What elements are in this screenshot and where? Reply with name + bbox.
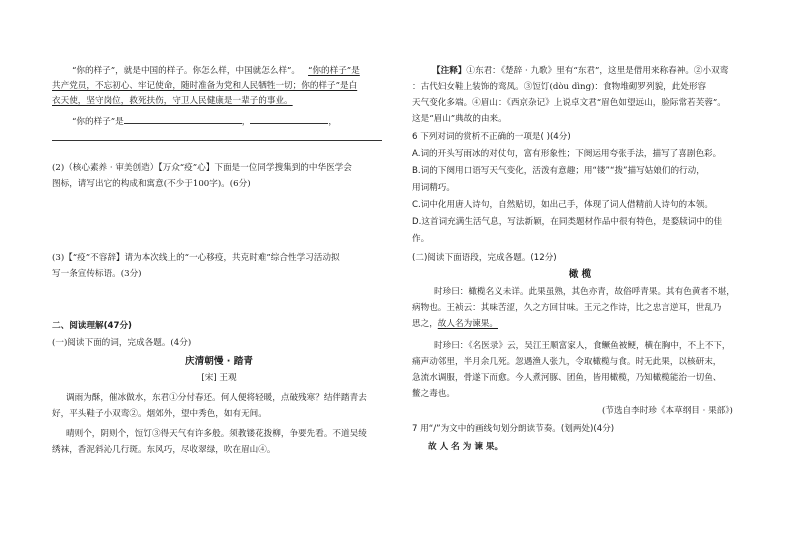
- essay-title: 橄 榄: [568, 269, 592, 280]
- essay-line: 时珍曰：《名医录》云，吴江王顺富家人，食鳜鱼被鲠，横在胸中，不上不下，: [434, 341, 731, 351]
- note-line-3: 天气变化多端。④眉山：《西京杂记》上说卓文君“眉色如望远山，脸际常若芙蓉”。: [412, 98, 726, 108]
- option-b-cont[interactable]: 用词精巧。: [412, 183, 455, 193]
- note-line-2: ：古代妇女鞋上装饰的鸾凤。③饾饤(dòu dìng)：食物堆砌罗列貌，此处形容: [412, 82, 707, 92]
- essay-line: 痛声动邻里，半月余几死。忽遇渔人张九，令取橄榄与食。时无此果，以核研末，: [412, 357, 722, 367]
- poem-line: 调雨为酥，催冰做水，东君①分付春还。何人便将轻暖，点破残寒？结伴踏青去: [66, 393, 367, 403]
- passage-line-4: “你的样子”是 ， ，: [72, 114, 337, 129]
- question-2-line-1: (2)（核心素养 · 审美创造）【万众“疫”心】下面是一位同学搜集到的中华医学会: [52, 163, 352, 173]
- passage-text: “你的样子”，就是中国的样子。你怎么样，中国就怎么样”。: [72, 66, 301, 76]
- passage-text: “你的样子”是: [72, 117, 124, 127]
- answer-blank[interactable]: [250, 114, 328, 124]
- option-b[interactable]: B.词的下阕用口语写天气变化，活泼有意趣；用“镂”“拨”描写姑娘们的行动，: [412, 166, 705, 176]
- poem-author: [宋] 王观: [201, 373, 237, 383]
- essay-line: 鳖之毒也。: [412, 389, 455, 399]
- essay-source: (节选自李时珍《本草纲目 · 果部》): [602, 406, 733, 416]
- note-label: 【注释】: [432, 66, 467, 76]
- underlined-sentence: 故人名为谏果。: [437, 319, 498, 329]
- question-3-line-1: (3)【“疫”不容辞】请为本次线上的“一心移疫，共克时难”综合性学习活动拟: [52, 253, 340, 263]
- essay-text: 思之，: [412, 319, 438, 329]
- question-7-sentence[interactable]: 故 人 名 为 谏 果。: [428, 442, 504, 452]
- section-heading: 二、阅读理解(47分): [52, 321, 132, 331]
- option-a[interactable]: A.词的开头写雨冰的对仗句，富有形象性；下阕运用夸张手法，描写了喜剧色彩。: [412, 149, 722, 159]
- note-line-4: 这是“眉山”典故的由来。: [412, 114, 507, 124]
- essay-line: 时珍曰：橄榄名义未详。此果虽熟，其色亦青，故俗呼青果。其有色黄者不堪，: [434, 287, 735, 297]
- poem-line: 晴则个，阴则个，饾饤③得天气有许多般。须教镂花拨柳，争要先看。不道吴绫: [66, 429, 367, 439]
- option-c[interactable]: C.词中化用唐人诗句，自然贴切，如出己手，体现了词人借精前人诗句的本领。: [412, 200, 713, 210]
- passage-line-1: [72, 65, 360, 78]
- answer-line[interactable]: [52, 131, 382, 146]
- poem-title: 庆清朝慢 · 踏青: [185, 356, 253, 367]
- poem-line: 绣袜，香泥斜沁几行斑。东风巧，尽收翠绿，吹在眉山④。: [52, 445, 276, 455]
- note-line-1: [432, 65, 728, 78]
- essay-line: [412, 318, 498, 331]
- sub-section-heading: (一)阅读下面的词，完成各题。(4分): [52, 338, 192, 348]
- passage-line-3: 衣天使，坚守岗位，救死扶伤，守卫人民健康是一辈子的事业。: [52, 96, 293, 106]
- question-2-line-2: 图标，请写出它的构成和寓意(不少于100字)。(6分): [52, 179, 251, 189]
- answer-blank[interactable]: [124, 114, 242, 124]
- question-6: 6 下列对词的赏析不正确的一项是( )(4分): [412, 132, 571, 142]
- option-d[interactable]: D.这首词充满生活气息，写法新颖，在同类题材作品中很有特色，是婺牍词中的佳: [412, 217, 723, 227]
- poem-line: 好，平头鞋子小双鸾②。烟郊外，望中秀色，如有无间。: [52, 409, 267, 419]
- note-text: ①东君：《楚辞 · 九歌》里有“东君”，这里是借用来称春神。②小双鸾: [466, 66, 729, 76]
- question-7: 7 用“/”为文中的画线句划分朗读节奏。(划两处)(4分): [412, 424, 615, 434]
- passage-line-2: 共产党员，不忘初心、牢记使命，随时准备为党和人民牺牲一切；你的样子”是白: [52, 81, 358, 91]
- underlined-text: “你的样子”是: [308, 66, 360, 76]
- essay-line: 急流水调服，骨遂下而愈。今人煮河豚、团鱼，皆用橄榄，乃知橄榄能治一切鱼、: [412, 373, 722, 383]
- essay-line: 病物也。王祯云：其味苦涩，久之方回甘味。王元之作诗，比之忠言逆耳，世乱乃: [412, 303, 722, 313]
- question-3-line-2: 写一条宣传标语。(3分): [52, 269, 142, 279]
- option-d-cont[interactable]: 作。: [412, 234, 430, 244]
- sub-section-heading-2: (二)阅读下面语段，完成各题。(12分): [412, 253, 557, 263]
